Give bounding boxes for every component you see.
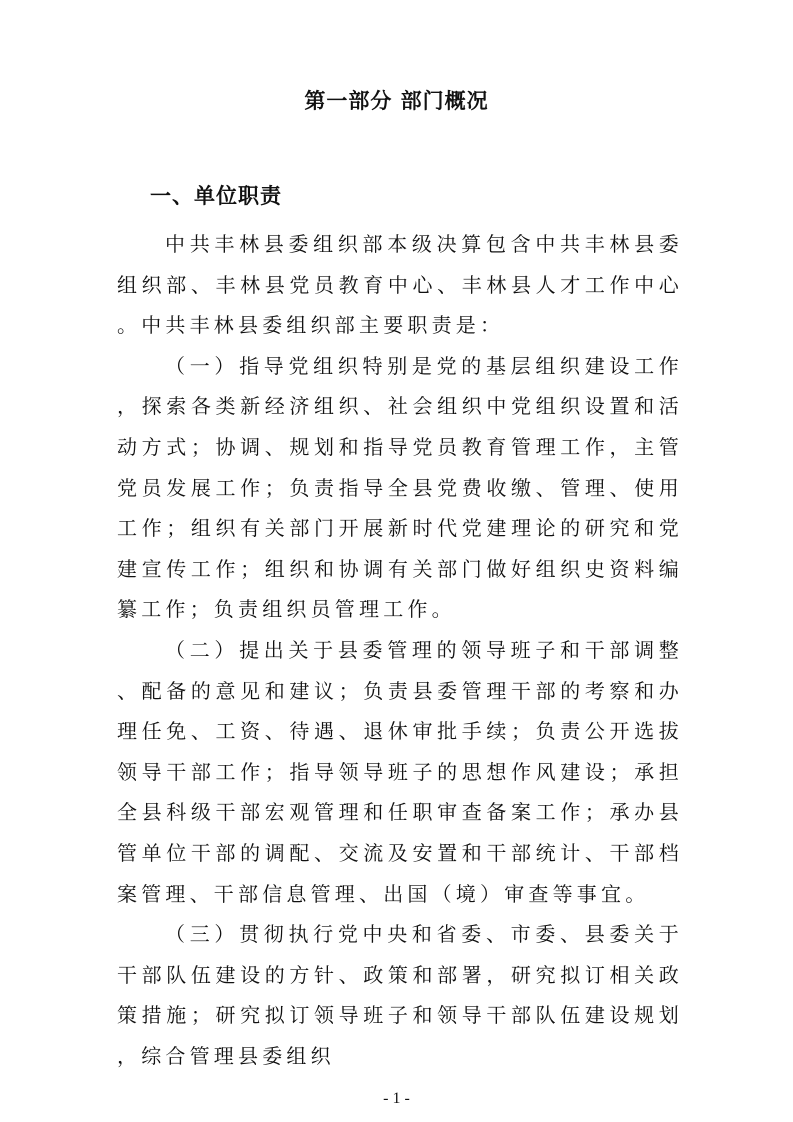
page-number: - 1 - — [383, 1090, 410, 1107]
paragraph-duty-1: （一）指导党组织特别是党的基层组织建设工作，探索各类新经济组织、社会组织中党组织设置和活动方式；协调、规划和指导党员教育管理工作，主管党员发展工作；负责指导全县党费收缴、管理、使用工作；组织有关部门开展新时代党建理论的研究和党建宣传工作；组织和协调有关部门做好组织史资料编纂工作；负责组织员管理工作。 — [117, 353, 683, 622]
body-text — [117, 224, 683, 1076]
paragraph-intro: 中共丰林县委组织部本级决算包含中共丰林县委组织部、丰林县党员教育中心、丰林县人才工作中心。中共丰林县委组织部主要职责是： — [117, 232, 683, 338]
page-title: 第一部分 部门概况 — [304, 89, 489, 113]
paragraph-duty-2: （二）提出关于县委管理的领导班子和干部调整、配备的意见和建议；负责县委管理干部的考察和办理任免、工资、待遇、退休审批手续；负责公开选拔领导干部工作；指导领导班子的思想作风建设；承担全县科级干部宏观管理和任职审查备案工作；承办县管单位干部的调配、交流及安置和干部统计、干部档案管理、干部信息管理、出国（境）审查等事宜。 — [117, 637, 683, 906]
section-heading: 一、单位职责 — [150, 184, 282, 208]
paragraph-duty-3: （三）贯彻执行党中央和省委、市委、县委关于干部队伍建设的方针、政策和部署，研究拟订相关政策措施；研究拟订领导班子和领导干部队伍建设规划，综合管理县委组织 — [117, 922, 683, 1068]
